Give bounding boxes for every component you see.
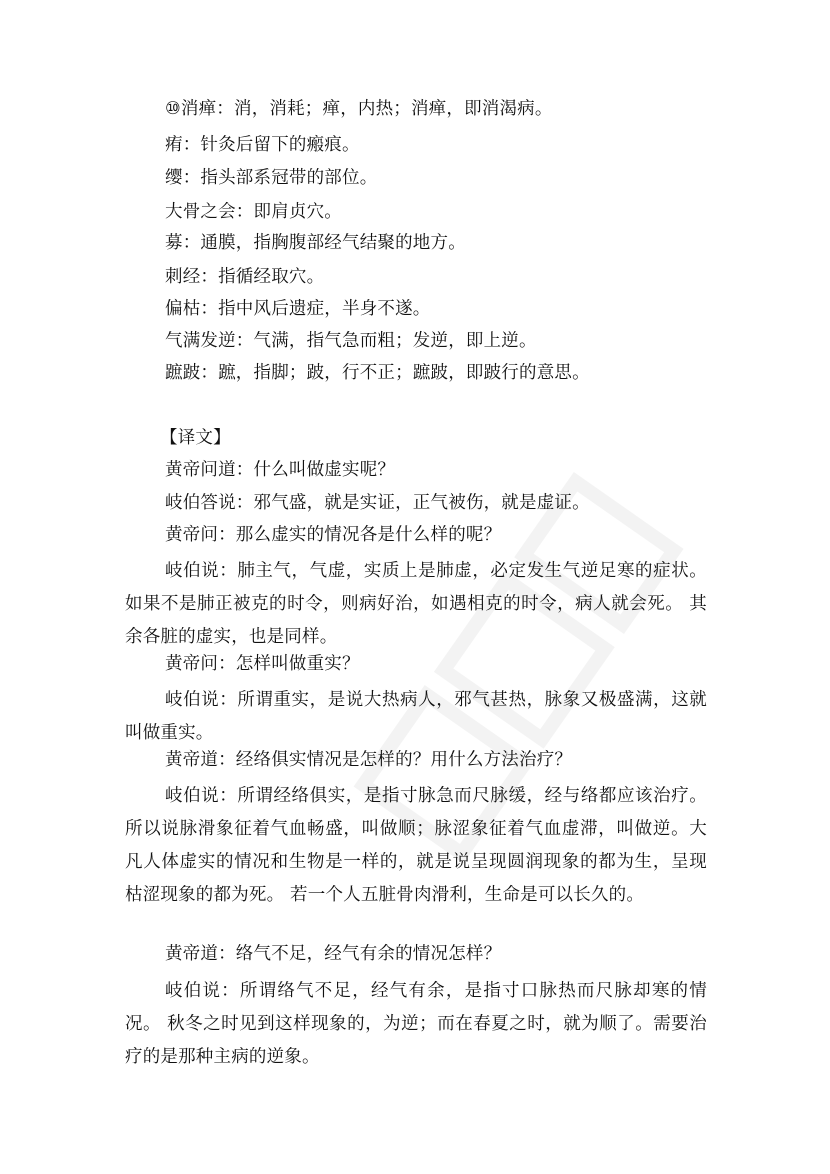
translation-line-1: 黄帝问道：什么叫做虚实呢？: [165, 460, 396, 480]
note-mu: 募：通膜，指胸腹部经气结聚的地方。: [165, 233, 466, 253]
translation-line-2: 岐伯答说：邪气盛，就是实证，正气被伤，就是虚证。: [165, 493, 590, 513]
translation-line-3: 黄帝问：那么虚实的情况各是什么样的呢？: [165, 525, 502, 545]
note-cijing: 刺经：指循经取穴。: [165, 267, 325, 287]
question-zhongshi: 黄帝问：怎样叫做重实？: [165, 654, 360, 674]
question-luoqi: 黄帝道：络气不足，经气有余的情况怎样？: [165, 944, 502, 964]
note-wei: 痏：针灸后留下的瘢痕。: [165, 135, 360, 155]
paragraph-jingluo: 岐伯说：所谓经络俱实，是指寸脉急而尺脉缓，经与络都应该治疗。所以说脉滑象征着气血畅盛，叫做顺；脉涩象征着气血虚滞，叫做逆。大凡人体虚实的情况和生物是一样的，就是说呈现圆润现象的都为生，呈现枯涩现象的都为死。 若一个人五脏骨肉滑利，生命是可以长久的。: [125, 786, 707, 905]
paragraph-feixu: 岐伯说：肺主气，气虚，实质上是肺虚，必定发生气逆足寒的症状。如果不是肺正被克的时令，则病好治，如遇相克的时令，病人就会死。 其余各脏的虚实，也是同样。: [125, 561, 707, 647]
question-jingluo: 黄帝道：经络俱实情况是怎样的？用什么方法治疗？: [165, 750, 573, 770]
note-xiaodan: ⑩消瘅：消，消耗；瘅，内热；消瘅，即消渴病。: [165, 99, 553, 119]
translation-heading: 【译文】: [160, 428, 231, 448]
paragraph-luoqi: 岐伯说：所谓络气不足，经气有余，是指寸口脉热而尺脉却寒的情况。 秋冬之时见到这样现象的，为逆；而在春夏之时，就为顺了。需要治疗的是那种主病的逆象。: [125, 981, 707, 1067]
note-pianku: 偏枯：指中风后遗症，半身不遂。: [165, 299, 431, 319]
note-ying: 缨：指头部系冠带的部位。: [165, 168, 378, 188]
watermark-logo: [260, 320, 760, 1040]
note-zhibo: 蹠跛：蹠，指脚；跛，行不正；蹠跛，即跛行的意思。: [165, 363, 590, 383]
note-qiman: 气满发逆：气满，指气急而粗；发逆，即上逆。: [165, 331, 537, 351]
paragraph-zhongshi: 岐伯说：所谓重实，是说大热病人，邪气甚热，脉象又极盛满，这就叫做重实。: [125, 690, 707, 743]
note-dagu: 大骨之会：即肩贞穴。: [165, 202, 342, 222]
